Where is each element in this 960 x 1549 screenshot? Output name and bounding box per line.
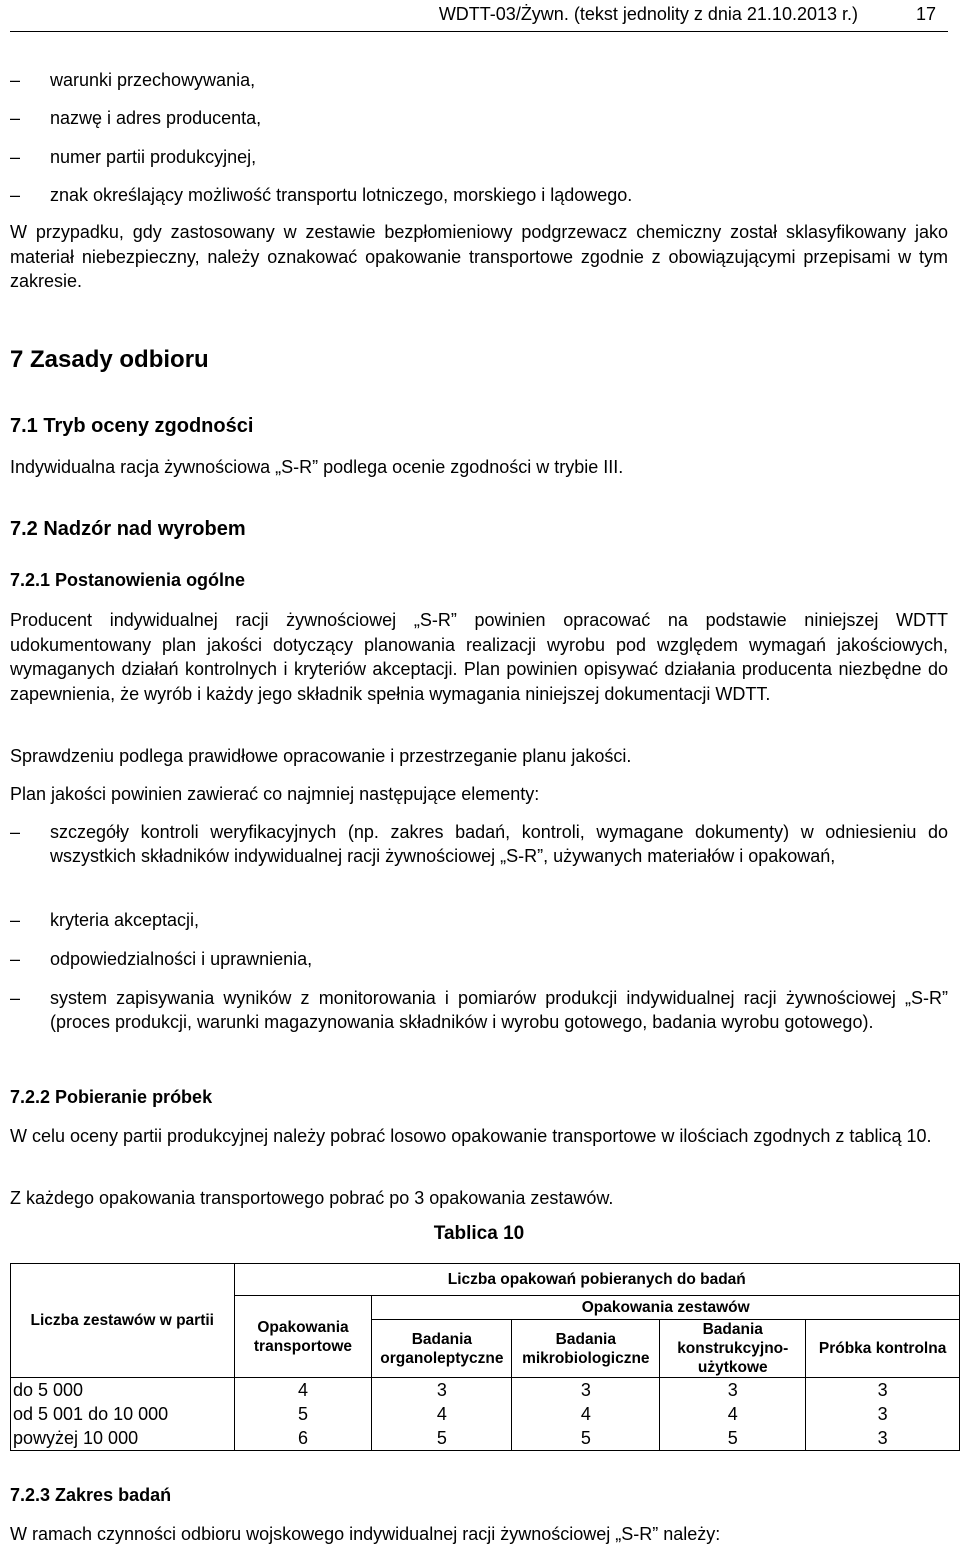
list-item-text: warunki przechowywania, [50, 70, 256, 90]
header-cell: Opakowania transportowe [234, 1296, 372, 1378]
page-number: 17 [915, 4, 936, 24]
table-row [11, 1426, 960, 1451]
list-item-text: nazwę i adres producenta, [50, 108, 262, 128]
dash-bullet: – [10, 910, 21, 930]
table-10 [10, 1263, 960, 1451]
table-cell: 4 [234, 1378, 372, 1403]
list-item-text: odpowiedzialności i uprawnienia, [50, 949, 313, 969]
paragraph: Z każdego opakowania transportowego pobrać po 3 opakowania zestawów. [10, 1188, 614, 1208]
table-cell: 5 [660, 1426, 806, 1451]
section-heading-7-2-1: 7.2.1 Postanowienia ogólne [10, 570, 246, 590]
paragraph: W ramach czynności odbioru wojskowego indywidualnej racji żywnościowej „S-R” należy: [10, 1524, 721, 1544]
list-item-text: numer partii produkcyjnej, [50, 147, 257, 167]
section-heading-7: 7 Zasady odbioru [10, 346, 209, 373]
dash-bullet: – [10, 822, 21, 842]
table-row [11, 1402, 960, 1426]
table-cell: 3 [372, 1378, 512, 1403]
table-cell: 3 [806, 1426, 960, 1451]
paragraph: W celu oceny partii produkcyjnej należy pobrać losowo opakowanie transportowe w ilościach zgodnych z tablicą 10. [10, 1126, 932, 1146]
table-row [11, 1378, 960, 1403]
dash-bullet: – [10, 108, 21, 128]
dash-bullet: – [10, 147, 21, 167]
header-cell: Opakowania zestawów [372, 1296, 960, 1320]
dash-bullet: – [10, 949, 21, 969]
header-title: WDTT-03/Żywn. (tekst jednolity z dnia 21.10.2013 r.) [438, 4, 858, 24]
table-cell: 3 [512, 1378, 660, 1403]
paragraph: Plan jakości powinien zawierać co najmniej następujące elementy: [10, 784, 540, 804]
table-cell: powyżej 10 000 [11, 1426, 235, 1451]
header-cell: Badania mikrobiologiczne [512, 1320, 660, 1378]
section-heading-7-1: 7.1 Tryb oceny zgodności [10, 415, 254, 437]
header-cell: Badania organoleptyczne [372, 1320, 512, 1378]
paragraph: Sprawdzeniu podlega prawidłowe opracowanie i przestrzeganie planu jakości. [10, 746, 632, 766]
header-cell: Liczba opakowań pobieranych do badań [234, 1264, 959, 1296]
header-cell: Badania konstrukcyjno-użytkowe [660, 1320, 806, 1378]
table-cell: do 5 000 [11, 1378, 235, 1403]
table-cell: 5 [512, 1426, 660, 1451]
table-cell: 3 [806, 1378, 960, 1403]
list-item-text: szczegóły kontroli weryfikacyjnych (np. zakres badań, kontroli, wymagane dokumenty) w odniesieniu do wszystkich składników indywidualnej racji żywnościowej „S-R”, używanych materiałów i opakowań, [50, 822, 948, 866]
table-cell: od 5 001 do 10 000 [11, 1402, 235, 1426]
section-heading-7-2-2: 7.2.2 Pobieranie próbek [10, 1087, 213, 1107]
table-cell: 4 [372, 1402, 512, 1426]
table-cell: 5 [372, 1426, 512, 1451]
list-item-text: znak określający możliwość transportu lotniczego, morskiego i lądowego. [50, 185, 633, 205]
table-cell: 6 [234, 1426, 372, 1451]
table-cell: 3 [806, 1402, 960, 1426]
paragraph: W przypadku, gdy zastosowany w zestawie bezpłomieniowy podgrzewacz chemiczny został sklasyfikowany jako materiał niebezpieczny, należy oznakować opakowanie transportowe zgodnie z obowiązującymi przepisami w tym zakresie. [10, 222, 948, 291]
table-caption: Tablica 10 [433, 1223, 525, 1244]
table-cell: 4 [512, 1402, 660, 1426]
header-rule [10, 31, 948, 32]
table-cell: 3 [660, 1378, 806, 1403]
dash-bullet: – [10, 185, 21, 205]
header-cell: Próbka kontrolna [806, 1320, 960, 1378]
dash-bullet: – [10, 988, 21, 1008]
table-cell: 4 [660, 1402, 806, 1426]
section-heading-7-2: 7.2 Nadzór nad wyrobem [10, 518, 246, 540]
dash-bullet: – [10, 70, 21, 90]
table-cell: 5 [234, 1402, 372, 1426]
list-item-text: system zapisywania wyników z monitorowania i pomiarów produkcji indywidualnej racji żywnościowej „S-R” (proces produkcji, warunki magazynowania składników i wyrobu gotowego, badania wyrobu gotowego). [50, 988, 948, 1032]
list-item-text: kryteria akceptacji, [50, 910, 200, 930]
page-header [10, 4, 948, 28]
paragraph: Indywidualna racja żywnościowa „S-R” podlega ocenie zgodności w trybie III. [10, 457, 624, 477]
section-heading-7-2-3: 7.2.3 Zakres badań [10, 1485, 172, 1505]
paragraph: Producent indywidualnej racji żywnościowej „S-R” powinien opracować na podstawie niniejszej WDTT udokumentowany plan jakości dotyczący planowania realizacji wyrobu pod względem wymagań jakościowych, wymaganych działań kontrolnych i kryteriów akceptacji. Plan powinien opisywać działania producenta niezbędne do zapewnienia, że wyrób i każdy jego składnik spełnia wymagania niniejszej dokumentacji WDTT. [10, 610, 948, 704]
header-cell: Liczba zestawów w partii [11, 1264, 235, 1378]
